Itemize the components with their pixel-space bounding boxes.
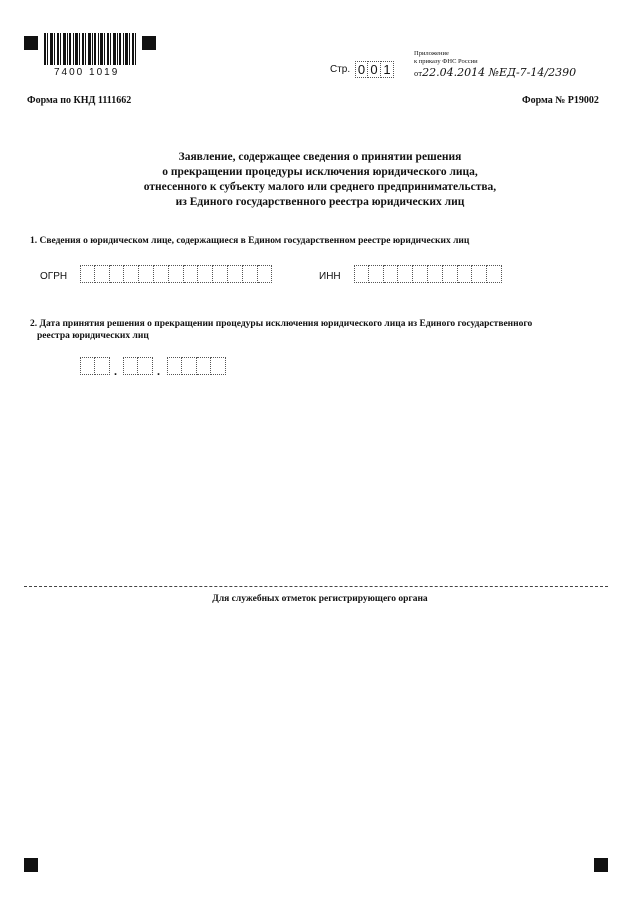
inn-input-cells[interactable] <box>354 265 502 283</box>
corner-marker-top-left <box>24 36 38 50</box>
ogrn-input-cells[interactable] <box>80 265 272 283</box>
inn-cell[interactable] <box>384 265 399 283</box>
section1-heading: 1. Сведения о юридическом лице, содержащиеся в Едином государственном реестре юридических лиц <box>30 236 470 246</box>
ogrn-label: ОГРН <box>40 271 68 282</box>
corner-marker-bottom-left <box>24 858 38 872</box>
ogrn-cell[interactable] <box>80 265 95 283</box>
date-day-cell[interactable] <box>95 357 110 375</box>
annex-from-label: от <box>414 70 423 78</box>
corner-marker-top-right <box>142 36 156 50</box>
inn-cell[interactable] <box>443 265 458 283</box>
page-number-cells <box>355 61 394 78</box>
ogrn-cell[interactable] <box>198 265 213 283</box>
date-year-cell[interactable] <box>167 357 182 375</box>
inn-cell[interactable] <box>428 265 443 283</box>
form-number: Форма № Р19002 <box>522 95 599 106</box>
section2-heading <box>30 318 590 342</box>
section2-heading-line: реестра юридических лиц <box>37 331 149 341</box>
section2-heading-line: 2. Дата принятия решения о прекращении процедуры исключения юридического лица из Единого государственного <box>30 319 533 329</box>
page-digit-cell: 0 <box>368 61 381 78</box>
date-separator: . <box>157 364 160 378</box>
ogrn-cell[interactable] <box>154 265 169 283</box>
barcode-image <box>44 33 136 65</box>
title-line: из Единого государственного реестра юридических лиц <box>175 196 465 208</box>
annex-line: Приложение <box>414 50 449 57</box>
inn-cell[interactable] <box>354 265 369 283</box>
service-divider <box>24 586 608 587</box>
inn-cell[interactable] <box>398 265 413 283</box>
inn-cell[interactable] <box>487 265 502 283</box>
date-month-cells[interactable] <box>123 357 153 375</box>
inn-cell[interactable] <box>413 265 428 283</box>
handwritten-order-number: 22.04.2014 №ЕД-7-14/2390 <box>422 66 577 79</box>
date-year-cell[interactable] <box>211 357 226 375</box>
ogrn-cell[interactable] <box>139 265 154 283</box>
corner-marker-bottom-right <box>594 858 608 872</box>
date-separator: . <box>114 364 117 378</box>
ogrn-cell[interactable] <box>184 265 199 283</box>
title-line: о прекращении процедуры исключения юридического лица, <box>162 166 478 178</box>
date-year-cell[interactable] <box>182 357 197 375</box>
date-month-cell[interactable] <box>123 357 138 375</box>
page-label: Стр. <box>330 64 351 75</box>
inn-cell[interactable] <box>472 265 487 283</box>
title-line: отнесенного к субъекту малого или среднего предпринимательства, <box>143 181 497 193</box>
date-day-cell[interactable] <box>80 357 95 375</box>
ogrn-cell[interactable] <box>124 265 139 283</box>
annex-line: к приказу ФНС России <box>414 58 478 65</box>
date-day-cells[interactable] <box>80 357 110 375</box>
annex-note <box>414 50 504 66</box>
ogrn-cell[interactable] <box>258 265 273 283</box>
inn-cell[interactable] <box>458 265 473 283</box>
title-line: Заявление, содержащее сведения о принятии решения <box>178 151 462 163</box>
inn-label: ИНН <box>319 271 341 282</box>
date-year-cell[interactable] <box>197 357 212 375</box>
service-marks-label: Для служебных отметок регистрирующего органа <box>212 594 428 604</box>
annex-order-ref <box>414 66 576 79</box>
document-title <box>100 150 540 210</box>
ogrn-cell[interactable] <box>213 265 228 283</box>
date-month-cell[interactable] <box>138 357 153 375</box>
page-digit-cell: 0 <box>355 61 368 78</box>
form-knd-code: Форма по КНД 1111662 <box>27 95 132 106</box>
ogrn-cell[interactable] <box>228 265 243 283</box>
ogrn-cell[interactable] <box>95 265 110 283</box>
inn-cell[interactable] <box>369 265 384 283</box>
ogrn-cell[interactable] <box>243 265 258 283</box>
ogrn-cell[interactable] <box>110 265 125 283</box>
page-digit-cell: 1 <box>381 61 394 78</box>
date-year-cells[interactable] <box>167 357 226 375</box>
barcode-number: 7400 1019 <box>54 67 120 78</box>
ogrn-cell[interactable] <box>169 265 184 283</box>
